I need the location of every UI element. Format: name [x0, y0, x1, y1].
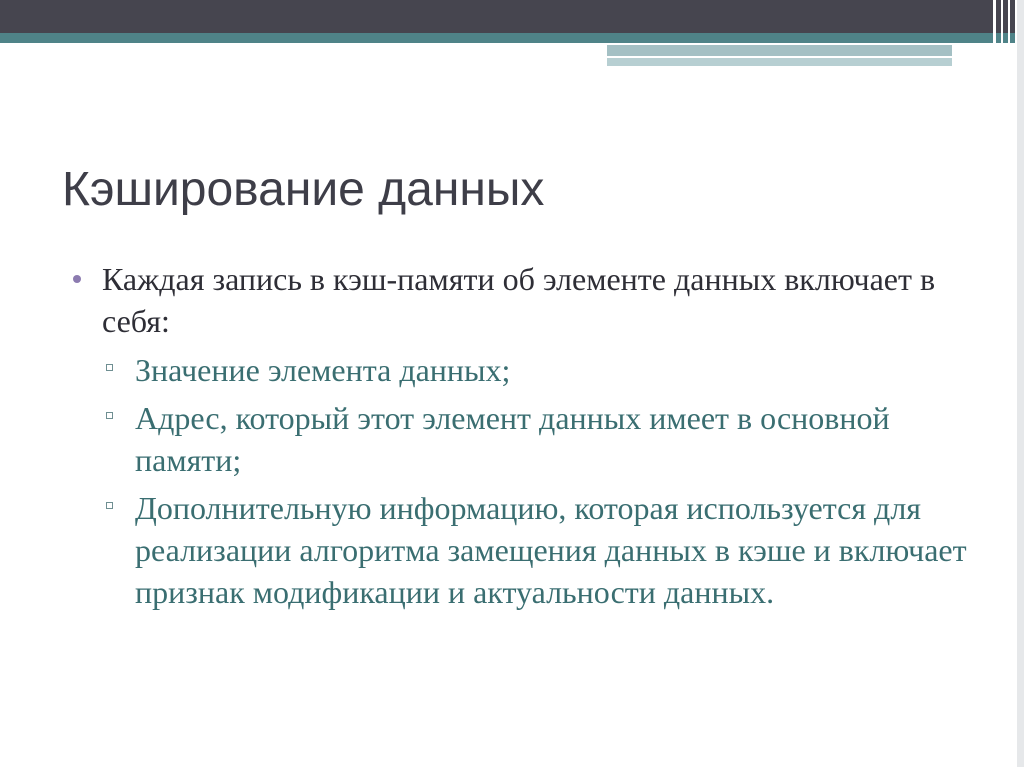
banner-light-bar-lower: [607, 58, 952, 66]
square-bullet-icon: [106, 364, 113, 371]
bullet-text: Каждая запись в кэш-памяти об элементе данных включает в себя:: [102, 261, 936, 339]
sub-bullet-item: [70, 349, 990, 391]
banner-stripe: [1008, 0, 1010, 60]
round-bullet-icon: [73, 275, 81, 283]
banner-stripe: [1001, 0, 1003, 72]
sub-bullet-text: Дополнительную информацию, которая используется для реализации алгоритма замещения данных в кэше и включает признак модификации и актуальности данных.: [135, 490, 967, 610]
sub-bullet-text: Значение элемента данных;: [135, 352, 511, 388]
banner-dark-bar: [0, 0, 1024, 33]
banner-light-bar: [607, 45, 952, 56]
slide-content: [70, 258, 990, 619]
square-bullet-icon: [106, 412, 113, 419]
sub-bullet-item: [70, 397, 990, 481]
slide-title: Кэширование данных: [62, 163, 545, 216]
banner-teal-bar: [0, 33, 1024, 43]
square-bullet-icon: [106, 502, 113, 509]
sub-bullet-list: [70, 349, 990, 613]
bullet-level1: [70, 258, 990, 342]
sub-bullet-text: Адрес, который этот элемент данных имеет в основной памяти;: [135, 400, 890, 478]
banner-stripe: [993, 0, 996, 66]
sub-bullet-item: [70, 487, 990, 613]
page-edge: [1017, 0, 1024, 767]
